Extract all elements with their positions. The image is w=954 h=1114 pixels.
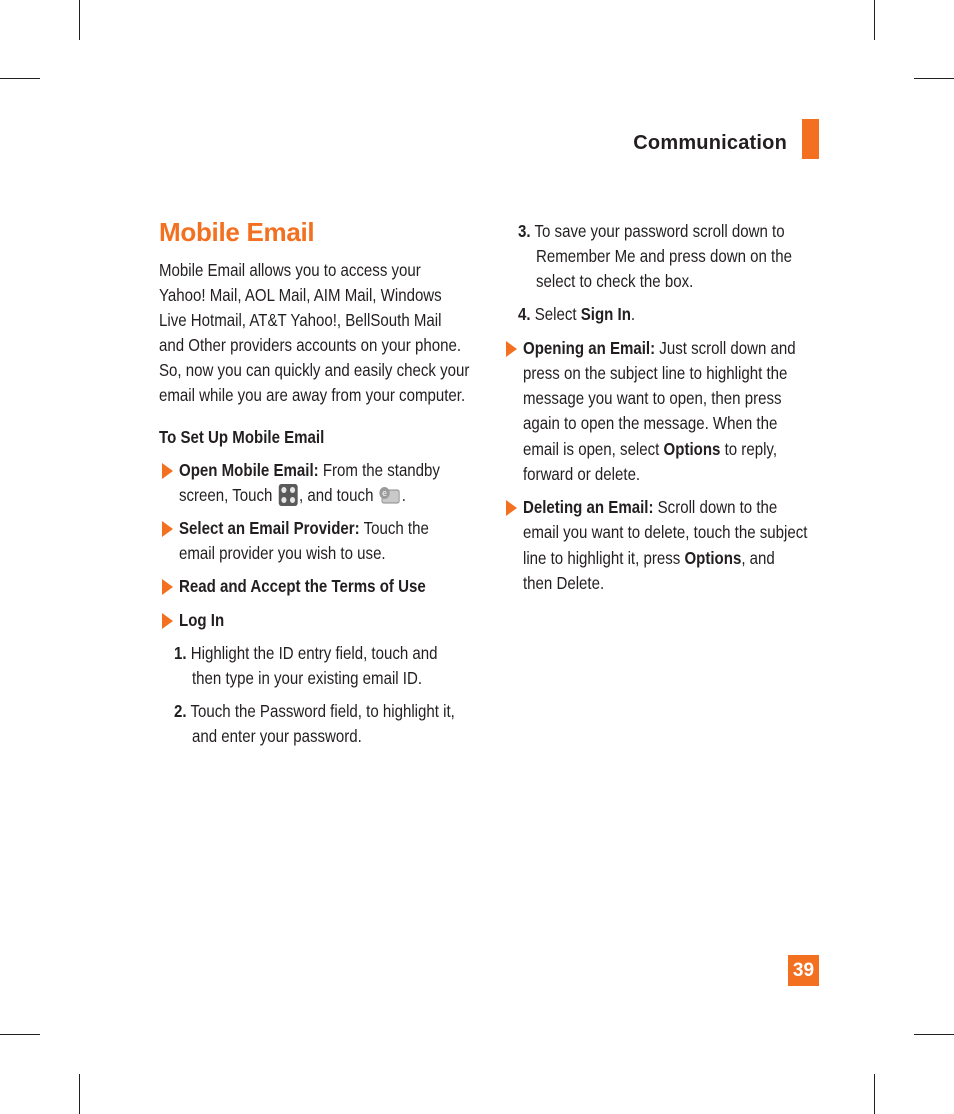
bullet-deleting-email: Deleting an Email: Scroll down to the: [523, 497, 778, 517]
page-number: 39: [788, 955, 819, 986]
bullet-deleting-email-cont: then Delete.: [523, 573, 605, 593]
bullet-arrow-icon: [162, 579, 173, 595]
crop-mark: [914, 1034, 954, 1035]
step-3-cont: select to check the box.: [536, 271, 694, 291]
intro-line: Yahoo! Mail, AOL Mail, AIM Mail, Windows: [159, 285, 442, 305]
bullet-arrow-icon: [506, 500, 517, 516]
intro-line: and Other providers accounts on your phone.: [159, 335, 462, 355]
intro-line: So, now you can quickly and easily check your: [159, 360, 470, 380]
section-tab-marker: [802, 119, 819, 159]
intro-line: email while you are away from your computer.: [159, 385, 466, 405]
email-app-icon: [378, 485, 400, 505]
crop-mark: [79, 0, 80, 40]
bullet-arrow-icon: [162, 613, 173, 629]
step-1: 1. Highlight the ID entry field, touch and: [174, 643, 438, 663]
bullet-arrow-icon: [506, 341, 517, 357]
bullet-opening-email-cont: message you want to open, then press: [523, 388, 782, 408]
subheading: To Set Up Mobile Email: [159, 427, 325, 447]
step-1-cont: then type in your existing email ID.: [192, 668, 423, 688]
crop-mark: [874, 0, 875, 40]
section-header: Communication: [633, 132, 787, 154]
menu-grid-icon: [278, 484, 297, 506]
crop-mark: [0, 1034, 40, 1035]
intro-line: Mobile Email allows you to access your: [159, 260, 421, 280]
bullet-accept-terms: Read and Accept the Terms of Use: [179, 576, 426, 596]
intro-line: Live Hotmail, AT&T Yahoo!, BellSouth Mail: [159, 310, 442, 330]
bullet-opening-email-cont: forward or delete.: [523, 464, 641, 484]
step-4: 4. Select Sign In.: [518, 304, 636, 324]
step-3: 3. To save your password scroll down to: [518, 221, 785, 241]
bullet-open-mobile-email: Open Mobile Email: From the standby: [179, 460, 440, 480]
step-3-cont: Remember Me and press down on the: [536, 246, 792, 266]
bullet-deleting-email-cont: line to highlight it, press Options, and: [523, 548, 775, 568]
step-2-cont: and enter your password.: [192, 726, 362, 746]
bullet-opening-email-cont: press on the subject line to highlight the: [523, 363, 788, 383]
crop-mark: [79, 1074, 80, 1114]
bullet-select-provider-cont: email provider you wish to use.: [179, 543, 386, 563]
bullet-arrow-icon: [162, 463, 173, 479]
bullet-open-mobile-email-cont: screen, Touch , and touch e .: [179, 485, 406, 505]
bullet-opening-email-cont: again to open the message. When the: [523, 413, 778, 433]
crop-mark: [914, 78, 954, 79]
bullet-select-provider: Select an Email Provider: Touch the: [179, 518, 429, 538]
bullet-log-in: Log In: [179, 610, 225, 630]
bullet-arrow-icon: [162, 521, 173, 537]
bullet-opening-email: Opening an Email: Just scroll down and: [523, 338, 796, 358]
crop-mark: [874, 1074, 875, 1114]
svg-text:e: e: [382, 487, 387, 499]
step-2: 2. Touch the Password field, to highlight it,: [174, 701, 455, 721]
bullet-deleting-email-cont: email you want to delete, touch the subject: [523, 522, 808, 542]
crop-mark: [0, 78, 40, 79]
page-title: Mobile Email: [159, 217, 315, 247]
bullet-opening-email-cont: email is open, select Options to reply,: [523, 439, 778, 459]
